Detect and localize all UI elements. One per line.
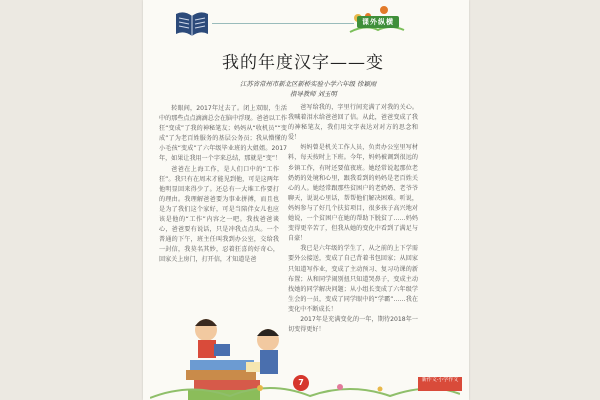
paragraph: 转眼间，2017年过去了。闭上双眼，生活中的那些点点滴滴总会在脑中浮现。爸爸以工作狂“变成”了我的神秘笔友；妈妈从“收机员”“变成”了为老百姓服务的基层公务员；我从懵懂的小毛孩“变成”了六年级毕业班的大姐姐。2017年，如果让我用一个字来总结，那就是“变”！	[159, 105, 287, 163]
paragraph: 我已是六年级的学生了，从之前的上下学需要外公接送，变成了自己背着书包回家；从回家只知道写作业，变成了主动预习、复习功课的新布置；从和同学闹别扭只知道哭鼻子，变成主动找她的同学解决问题；从小组长变成了六年级学生会的一员，变成了同学眼中的“学霸”……我在变化中不断成长！	[288, 245, 418, 313]
teacher-line: 指导教师 刘玉明	[290, 90, 337, 98]
column-label: 课外纵横	[357, 16, 399, 28]
page-number: 7	[293, 375, 309, 391]
publication-logo: 新作文·小学作文	[418, 377, 462, 391]
paragraph: 爸写给我的，字里行间充满了对我的关心。我喊着泪水给爸爸回了信。从此，爸爸变成了我的神秘笔友，我们用文字表达对对方的思念和爱！	[288, 104, 418, 142]
paragraph: 爸爸在上海工作，是人们口中的“工作狂”。我只有在周末才能见到他，可是这两年他明显回来得少了。还总有一大堆工作要打的理由。我理解爸爸要为事业拼搏，而且也是为了我们这个家好，可是当陪伴女儿也应该是他的“工作”内容之一吧。我找爸爸谈心，爸爸要有说话，只是冲我点点头。一个普通的下午，班主任叫我到办公室，交给我一封信，我莫名其妙，忍着狂喜的好奇心，回家关上房门，打开信，才知道是爸	[159, 165, 279, 264]
bird-icon	[380, 6, 388, 14]
article-body-left-column	[159, 104, 287, 266]
paragraph: 2017年是充满变化的一年，期待2018年一切变得更好！	[288, 315, 418, 334]
article-body-right-column	[288, 103, 418, 335]
article-title: 我的年度汉字——变	[222, 53, 384, 73]
open-book-icon	[172, 10, 212, 38]
header-rule	[212, 23, 354, 24]
paragraph: 妈妈曾是机关工作人员，负责办公室里写材料，每天按时上下班。今年，妈妈被调到很远的乡镇工作，有时还要值夜班。她经常说起那位老奶奶的处境和心里，跟我看到的妈妈是老百姓关心的人。她经常跟那些贫困户的老奶奶、老爷爷聊天，说说心里话，帮帮他们解决困难。听说，妈妈参与了好几个扶贫项目，很多孩子高兴地对她说，一个贫困户在她的帮助下脱贫了……妈妈变得更辛苦了，但我从她的变化中看到了满足与自豪！	[288, 144, 418, 243]
author-line: 江苏省常州市新北区新桥实验小学六年级 徐颖雨	[240, 80, 377, 88]
